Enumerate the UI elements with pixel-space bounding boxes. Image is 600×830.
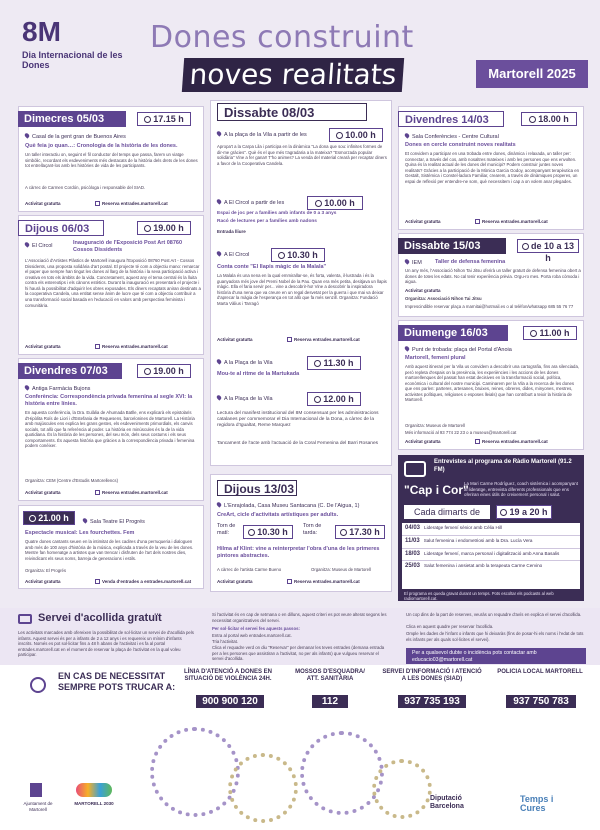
event-card-thursday13 [210, 474, 392, 592]
event-title: Dones en cercle construint noves realitats [405, 142, 516, 148]
time-box: 19.00 h [137, 364, 191, 378]
event-org: Organitza: El Progrés [25, 568, 67, 573]
service-step: Clica el requadre verd on diu "Reservar" per demanar les teves entrades (demana entrada per a les persones que assistiran a l'activitat, no per als infants) que vulgueu reservar el servei d'acollida. [212, 645, 385, 662]
event-body: Un taller interactiu on, seguint el fil conductor del temps que passa, farem un viatge simbòlic, recordant els esdeveniments més destacats de la història dels drets de les dones tot entrellaçant-los amb les històries de vida de les participants. [25, 152, 198, 169]
location-pin-icon [404, 132, 410, 138]
title-line-2: noves realitats [182, 58, 404, 92]
time-box: 10.00 h [329, 128, 383, 142]
event-closing: Tancament de l'acte amb l'actuació de la Coral Femenina del Barri Rosanes [217, 441, 379, 446]
event-title: Què feia jo quan…: Cronologia de la història de les dones. [25, 143, 178, 149]
event-body: Un any més, l'Associació Nihon Tai Jitsu oferirà un taller gratuït de defensa femenina obert a dones de totes les edats. No cal tenir experiència prèvia. Orgu-ro mes. Porta roba còmoda i aigua. [405, 268, 581, 285]
event-place: L'Enrajolada, Casa Museu Santacana (C. De l'Aigua, 1) [217, 502, 389, 510]
childcare-icon [287, 337, 292, 342]
radio-item: 04/03 Lideratge femení sènior amb Cèlia Hill [402, 523, 580, 536]
free-label: Activitat gratuïta [217, 579, 253, 584]
clock-icon [530, 330, 537, 337]
footer [0, 713, 600, 830]
service-contact[interactable]: Per a qualsevol dubte o incidència pots contactar amb educacio03@martorell.cat [406, 648, 586, 664]
reserve-link[interactable]: Reserva entrades.martorell.cat [475, 439, 548, 445]
event-title: Hilma af Klint: vine a reinterpretar l'obra d'una de les primeres pintores abstractes. [217, 546, 380, 560]
phone-label: LÍNIA D'ATENCIÓ A DONES EN SITUACIÓ DE VIOLÈNCIA 24H. [184, 669, 272, 682]
clock-icon [522, 243, 529, 250]
radio-foot: El programa es queda gravat durant un temps. Pots escoltar els podcasts al web radiomartorell.cat. [404, 591, 554, 602]
childcare-icon [18, 614, 32, 624]
clock-icon [144, 368, 151, 375]
childcare-icon [475, 219, 480, 224]
day-header: Dissabte 15/03 [398, 238, 506, 254]
location-pin-icon [24, 241, 30, 247]
event-card-r1 [398, 106, 584, 230]
radio-item: 11/03 Salut femenina i endometriosi amb la Dra. Lucía Vera [402, 536, 580, 549]
clock-icon [248, 529, 255, 536]
service-text-1: Les activitats marcades amb ofereixen la possibilitat de sol·licitar un servei de d'acollida pels infants. Aquest servei és per a infants de 2 a 12 anys i es requereix un mínim d'infants inscrits. Només es pot sol·licitar fins a 48 h abans de l'activitat i es fa al portal entrades.martorell.cat en el moment de reservar la plaça de l'activitat en la qual voleu participar. [18, 630, 194, 658]
event-card-d2 [18, 215, 204, 355]
event-org: Organitza: Associació Nihon Tai Jitsu [405, 296, 482, 301]
event-card-d4 [18, 505, 204, 589]
event-title: Conferència: Correspondència privada femenina al segle XVI: la història entre línies. [25, 394, 193, 408]
childcare-icon [475, 439, 480, 444]
day-header: Divendres 07/03 [18, 363, 122, 379]
location-pin-icon [404, 258, 410, 264]
time-box: 10.30 h [243, 525, 293, 539]
event-place: IEM [405, 259, 422, 267]
logo-temps-cures: Temps i Cures [520, 794, 554, 814]
clock-icon [340, 529, 347, 536]
event-org: Organitza: CEM (Centre d'Estudis Martorellencs) [25, 478, 118, 483]
service-step: Entra al portal web entrades.martorell.cat. [212, 633, 292, 638]
reserve-link[interactable]: Reserva entrades.martorell.cat [95, 344, 168, 350]
phones-lead: EN CAS DE NECESSITAT SEMPRE POTS TRUCAR A: [58, 671, 176, 692]
phone-number[interactable]: 900 900 120 [196, 695, 264, 708]
reserve-link[interactable]: Reserva entrades.martorell.cat [95, 490, 168, 496]
phone-number[interactable]: 112 [312, 695, 348, 708]
location-pin-icon [216, 250, 222, 256]
day-header: Dimecres 05/03 [18, 111, 126, 127]
logo-diputacio: Diputació Barcelona [430, 795, 464, 810]
time-box: 10.00 h [307, 196, 363, 210]
day-header: Dijous 06/03 [18, 220, 104, 236]
location-pin-icon [216, 130, 222, 136]
free-label: Activitat gratuïta [25, 201, 61, 206]
gear-decoration [372, 759, 432, 819]
time-box: 19.00 h [137, 221, 191, 235]
event-card-d3 [18, 358, 204, 501]
service-step: Omple les dades de l'infant o infants que hi deixaràs (fins de posar-hi els noms i l'edat de tots els infants per als quals sol·licites el servei). [406, 631, 584, 642]
clock-icon [144, 225, 151, 232]
time-box: 17.15 h [137, 112, 191, 126]
event-body: Amb aquest itinerari per la Vila us convidem a descobrir una cartografia, fins ara silenciada, però repleta d'espais on la presència, les experiències i les accions de les dones martorellenques del passat han estat decisives en la transformació social, política, econòmica i cultural del nostre municipi. Caminarem per la Vila a la recerca de les dones que ens parlen: parteres, artesanes, bruixes, reines, obreres, dides, minyones, mestres, activistes polítiques, religioses o esposes lleials) que han contribuït a teixir la història de Martorell. [405, 364, 580, 403]
afternoon-label: Torn de tarda: [303, 523, 322, 537]
gear-decoration [150, 727, 240, 817]
time-box: de 10 a 13 h [517, 239, 579, 253]
event-place: A El Circol a partir de les [217, 199, 284, 207]
location-pin-icon [216, 198, 222, 204]
radio-show: "Cap i Cor" [404, 483, 469, 497]
event-card-r3 [398, 320, 584, 450]
event-contact: Imprescindible reservar plaça a marnitai@hotmail.es o al telèfon/whatsapp 685 55 76 77 [405, 304, 574, 309]
event-place: Sala Teatre El Progrés [83, 518, 145, 526]
event-subtitle: CreArt, cicle d'activitats artístiques per adults. [217, 512, 339, 518]
event-contact: Més informació al 93 774 22 23 o a museus@martorell.cat [405, 430, 517, 435]
event-place: El Circol [25, 242, 52, 250]
childcare-icon [287, 579, 292, 584]
event-place: A la Plaça de la Vila [217, 395, 273, 403]
event-place: A la Plaça de la Vila [217, 359, 273, 367]
title-line-1: Dones construint [150, 20, 414, 55]
location-pin-icon [24, 132, 30, 138]
event-card-r2 [398, 233, 584, 317]
logo-subtitle: Dia Internacional de les Dones [22, 50, 123, 71]
childcare-icon [95, 490, 100, 495]
reserve-link[interactable]: Reserva entrades.martorell.cat [287, 579, 360, 585]
free-label: Activitat gratuïta [25, 344, 61, 349]
radio-card [398, 455, 584, 601]
event-card-d1 [18, 106, 204, 212]
time-box: 11.00 h [523, 326, 577, 340]
reserve-link[interactable]: Reserva entrades.martorell.cat [475, 219, 548, 225]
service-title: Servei d'acollida gratuït [38, 612, 162, 624]
ajuntament-shield-icon [30, 783, 42, 797]
location-pin-icon [404, 345, 410, 351]
reserve-link[interactable]: Reserva entrades.martorell.cat [95, 201, 168, 207]
clock-icon [315, 200, 322, 207]
clock-icon [29, 515, 36, 522]
event-title: Espectacle musical: Les fourchettes. Fem [25, 530, 135, 536]
radio-icon [404, 461, 426, 477]
emergency-phones [0, 665, 600, 713]
phone-icon [30, 677, 46, 693]
phone-label: SERVEI D'INFORMACIÓ I ATENCIÓ A LES DONES (SIAD) [382, 669, 482, 682]
event-place: Casal de la gent gran de Buenos Aires [25, 133, 126, 141]
time-box: 12.00 h [307, 392, 361, 406]
service-text-2b: Per sol·licitar el servei fes aquests passos: [212, 626, 300, 631]
event-by: A càrrec de l'artista Carme Bueno [217, 567, 282, 572]
event-body: En aquesta conferència, la Dra. Eulàlia de Ahumada Batlle, ens explicarà els epistolaris d'Hipòlita Roís de Liori i d'Estefania de Requesens, barcelonines de Martorell. La Història amb majúscules ens explica les grans gestes, els esdeveniments primordials, els canvis socials, tot allò que fa referència al poder. La història en minúscules és la de la vida quotidiana. És la història de les persones, del seu món, dels seus costums i els seus comportaments. És aquesta història que gràcies a la correspondència privada i femenina podem conèixer. [25, 410, 195, 449]
day-header: Dijous 13/03 [217, 480, 297, 496]
free-label: Activitat gratuïta [217, 337, 253, 342]
event-title: Mou-te al ritme de la Martukada [217, 371, 300, 377]
event-card-saturday [210, 100, 392, 466]
time-box: 21.00 h [23, 511, 75, 525]
logo-8m: 8M [22, 16, 61, 47]
event-by: A càrrec de Carmen Cordón, psicòloga i responsable del SIAD. [25, 185, 146, 190]
event-title: Espai de joc per a famílies amb infants de 0 a 3 anys [217, 211, 337, 216]
event-title: Conta conte "El llapis màgic de la Malala" [217, 264, 327, 270]
clock-icon [278, 252, 285, 259]
reserve-link[interactable]: Reserva entrades.martorell.cat [287, 337, 360, 343]
location-pin-icon [24, 384, 30, 390]
service-text-2a: Si l'activitat és en cap de setmana o en dilluns, aquest criteri es pot veure alterat segons les necessitat organitzatives del servei. [212, 612, 387, 623]
day-header: Diumenge 16/03 [398, 325, 508, 341]
morning-label: Torn de matí: [217, 523, 236, 537]
phone-number[interactable]: 937 750 783 [506, 695, 576, 708]
event-org: Organitza: Museus de Martorell [405, 423, 465, 428]
event-title: Inauguració de l'Exposició Post Art 08760 Cossos Dissidents [73, 240, 182, 254]
radio-desc: La Mari Carme Rodríguez, coach sistèmica i acompanyant al lideratge, entrevista diferents professionals que ens oferiran eines útils de creixement personal i salut. [464, 481, 578, 498]
event-body: L'Associació d'Artistes Plàstics de Martorell inaugura l'Exposició 08760 Post Art - Cossos Dissidents, una proposta solidària d'art postal. El projecte té com a objectiu mano: remarcar el paper que sempre han tingut les dones al llarg de la història i la seva participació activa i creativa en tots els àmbits de la vida. Concretament, aquest any el tema central és la lluita contra els estereotips i els cànons estètics. Durant la inauguració es presentarà el projecte i hi haurà la possibilitat d'adquirir les obres exposades. Els diners recaptats aniran destinats a la cooperativa Candela, una entitat sense ànim de lucre que té com a objectiu contribuir a una transformació social basada en l'educació en valors amb perspectiva feminista i comunitària. [25, 258, 201, 308]
childcare-icon [95, 201, 100, 206]
event-body: Apropa't a la Carpa Lila i participa en la dinàmica "La dona que sou: infinites formes de dir-me gràcies". Què és el que més t'agradaria a la mateixa? "Esmorzada popular solidària" Vine a fer gana!! T'ho animes? La venda del material crearà per recaptar diners a favor de la Cooperativa Candela. [217, 144, 387, 166]
clock-icon [500, 509, 507, 516]
clock-icon [314, 396, 321, 403]
free-label: Activitat gratuïta [405, 219, 441, 224]
event-body: La Malala és una nena en la qual emmirallar-se, és forta, valenta, il·lustrada i és la guanyadora més jove del Premi Nobel de la Pau. Quan era més petita, desitjava un llapis màgic. Ella el faria servir per... vine a descobrir-ho! Vine a descobrir la inspiradora història d'una nena que va creure en un regal desvetat per la guerra i que mai va deixar d'aprecar la màgia de l'esperança en tot allò que fa més senzill. Organitza: Fundació Marta Vàlius i Tarragó [217, 273, 387, 306]
time-box: 17.30 h [335, 525, 385, 539]
location-pin-icon [216, 358, 222, 364]
event-note: Entrada lliure [217, 229, 246, 234]
clock-icon [314, 360, 321, 367]
martorell-2030-icon [76, 783, 112, 797]
radio-head: Entrevistes al programa de Ràdio Martorell (91.2 FM) [434, 459, 572, 473]
event-title: Taller de defensa femenina [435, 259, 506, 265]
event-place: Sala Conferències - Centre Cultural [405, 133, 499, 141]
clock-icon [336, 132, 343, 139]
event-place: Antiga Farmàcia Bujons [25, 385, 90, 393]
service-step: Tria l'activitat. [212, 639, 238, 644]
free-label: Activitat gratuïta [405, 439, 441, 444]
event-place: Punt de trobada: plaça del Portal d'Anoia [405, 346, 512, 354]
childcare-icon [95, 579, 100, 584]
event-place: A la plaça de la Vila a partir de les [217, 131, 307, 139]
logo-martorell-2030: MARTORELL 2030 [74, 801, 114, 806]
day-header: Divendres 14/03 [398, 111, 504, 127]
reserve-link[interactable]: Venda d'entrades a entrades.martorell.cat [95, 579, 191, 585]
day-header: Dissabte 08/03 [217, 103, 367, 121]
location-pin-icon [216, 394, 222, 400]
event-title: Lectura del manifest institucional del 8M consensuat per les administracions catalanes per commemorar el Dia Internacional de la Dona, a càrrec de la regidora d'Igualtat, Reme Marquez [217, 411, 379, 429]
event-place: A El Circol [217, 251, 249, 259]
radio-list [402, 523, 580, 589]
location-pin-icon [82, 517, 88, 523]
location-banner: Martorell 2025 [476, 60, 588, 88]
time-box: 10.30 h [271, 248, 325, 262]
radio-every: Cada dimarts de [404, 505, 490, 519]
time-box: 11.30 h [307, 356, 361, 370]
location-pin-icon [216, 501, 222, 507]
phone-label: MOSSOS D'ESQUADRA/ ATT. SANITÀRIA [295, 669, 365, 682]
service-step: Un cop dins de la part de reserves, veuràs un requadre d'avís en explica el servei d'acollida. [406, 612, 582, 617]
phone-number[interactable]: 937 735 193 [398, 695, 466, 708]
free-label: Activitat gratuïta [25, 490, 61, 495]
time-box: 18.00 h [521, 112, 577, 126]
radio-item: 25/03 Salut femenina i ansietat amb la terapeuta Carme Cervino [405, 563, 543, 570]
clock-icon [529, 116, 536, 123]
event-body: Et convidem a participar en una trobada entre dones, dinàmica i relaxada, un taller per: connectar, a través del cos, amb nosaltres mateixes i amb les persones que ens envolten. Quina és la realitat actual de les dones del municipi? Podem construir juntes noves realitats? Gràcies a la participació de la Mònica Garcia Godoy, acompanyant terapèutica en Gestalt, Sistèmica i Constel·ladora Familiar, crearem, a través de dinàmiques properes, un espai de reflexió per entendre-ne som, què necessitem i cap a on volem anar plegades. [405, 151, 580, 184]
event-body: Quatre dones cantants seuen en la intimitat de les cadires d'una perruqueria i dialoguen amb més de 100 anys d'història de la música, explicada a través de la veu de les dones. Mentre fan homenatge a artistes que van trencar i disfruten de l'art dels nostres dies, reivindicant els seus noms, barreja de generacions i estils. [25, 539, 194, 561]
event-subtitle: Racó de lectures per a famílies amb nadons [217, 219, 317, 224]
gear-decoration [228, 753, 298, 823]
gear-decoration [300, 731, 384, 815]
childcare-icon [95, 344, 100, 349]
service-step: Clica en aquest quadre per reservar l'acollida. [406, 624, 494, 629]
time-box: 19 a 20 h [496, 505, 552, 519]
event-title: Martorell, femení plural [405, 355, 466, 361]
free-label: Activitat gratuïta [25, 579, 61, 584]
phone-label: POLICIA LOCAL MARTORELL [497, 669, 583, 675]
event-org: Organitza: Museus de Martorell [311, 567, 371, 572]
clock-icon [144, 116, 151, 123]
logo-ajuntament: Ajuntament de Martorell [23, 801, 53, 812]
radio-item: 18/03 Lideratge femení, marca personal i digitalització amb Anna Basalis [402, 549, 580, 562]
free-label: Activitat gratuïta [405, 288, 441, 293]
